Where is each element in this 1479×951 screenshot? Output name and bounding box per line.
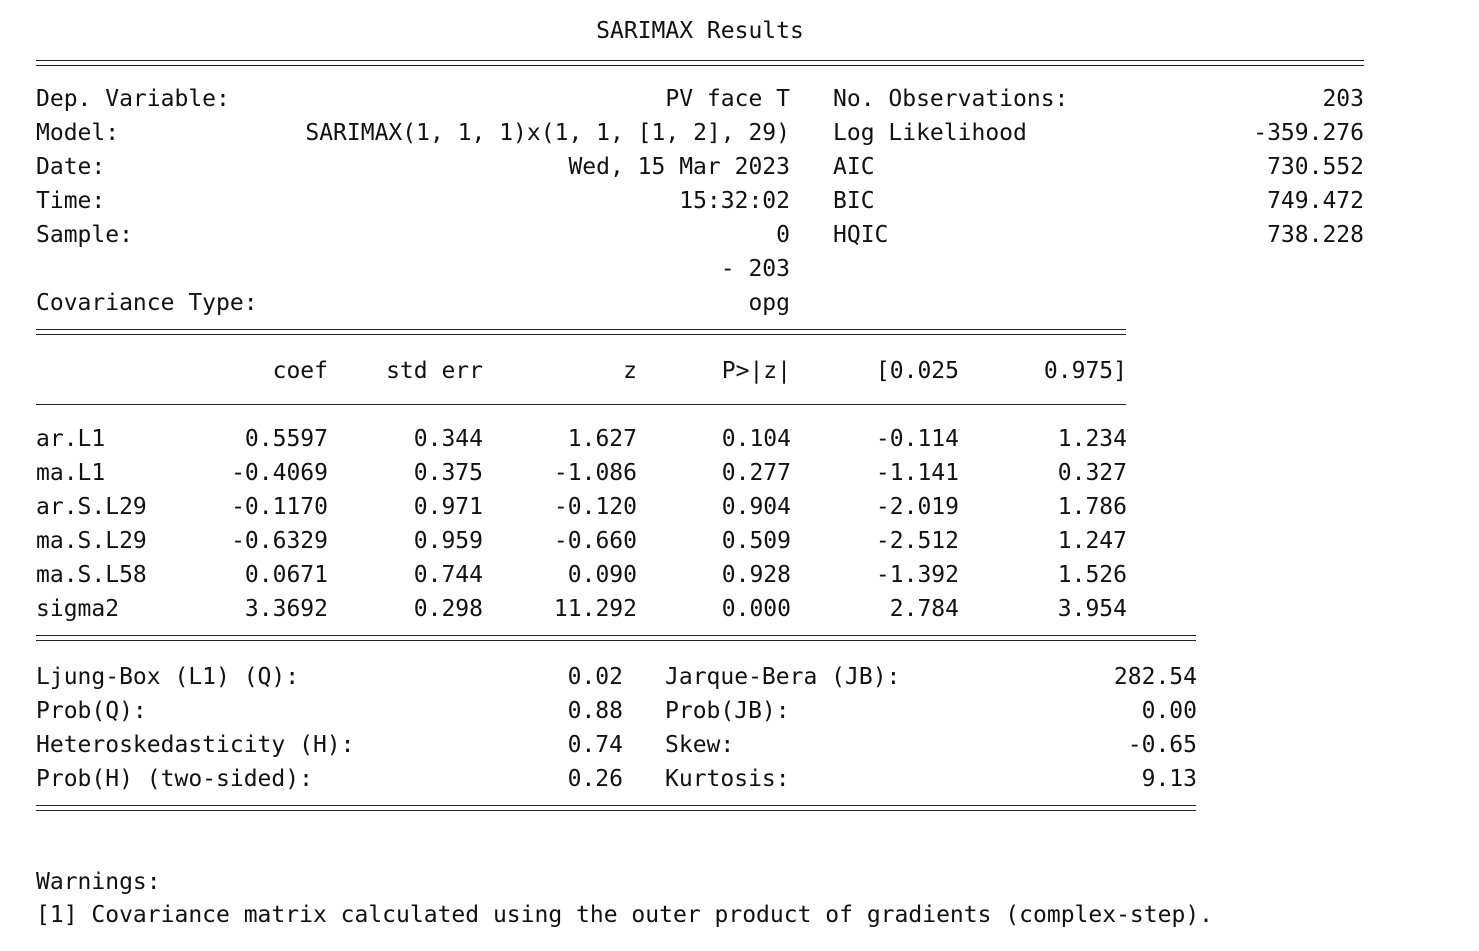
diag-value-left: 0.74 <box>567 732 623 758</box>
coef-col-header-ci-upper: 0.975] <box>1043 358 1127 384</box>
header-label-model: Model: <box>36 120 120 146</box>
diagnostics-bottom-rule <box>36 805 1196 811</box>
cell-z: 0.090 <box>567 562 637 588</box>
coef-table-header-rule <box>36 404 1126 405</box>
cell-pvalue: 0.509 <box>721 528 791 554</box>
diag-label-right: Jarque-Bera (JB): <box>665 664 901 690</box>
diag-value-right: -0.65 <box>1127 732 1197 758</box>
row-name: ma.S.L58 <box>36 562 147 588</box>
diag-value-right: 0.00 <box>1141 698 1197 724</box>
cell-pvalue: 0.000 <box>721 596 791 622</box>
header-label-bic: BIC <box>833 188 875 214</box>
header-value-bic: 749.472 <box>1267 188 1364 214</box>
cell-coef: -0.6329 <box>231 528 328 554</box>
header-label-log-likelihood: Log Likelihood <box>833 120 1027 146</box>
row-name: ma.S.L29 <box>36 528 147 554</box>
diag-label-left: Prob(Q): <box>36 698 147 724</box>
cell-z: 1.627 <box>567 426 637 452</box>
coef-col-header-z: z <box>623 358 637 384</box>
header-value-no-observations: 203 <box>1322 86 1364 112</box>
cell-coef: -0.4069 <box>231 460 328 486</box>
diag-label-left: Heteroskedasticity (H): <box>36 732 355 758</box>
cell-ci-upper: 1.526 <box>1057 562 1127 588</box>
cell-std-err: 0.971 <box>413 494 483 520</box>
diag-label-left: Prob(H) (two-sided): <box>36 766 313 792</box>
coef-col-header-pvalue: P>|z| <box>721 358 791 384</box>
cell-std-err: 0.344 <box>413 426 483 452</box>
coef-col-header-std-err: std err <box>386 358 483 384</box>
header-value-dep-variable: PV face T <box>665 86 790 112</box>
cell-std-err: 0.744 <box>413 562 483 588</box>
diag-label-right: Prob(JB): <box>665 698 790 724</box>
cell-coef: 0.5597 <box>244 426 328 452</box>
header-label-hqic: HQIC <box>833 222 889 248</box>
cell-ci-lower: -1.392 <box>875 562 959 588</box>
diag-value-right: 282.54 <box>1113 664 1197 690</box>
coef-col-header-ci-lower: [0.025 <box>875 358 959 384</box>
cell-pvalue: 0.277 <box>721 460 791 486</box>
diag-label-right: Kurtosis: <box>665 766 790 792</box>
cell-ci-lower: -2.019 <box>875 494 959 520</box>
diag-label-right: Skew: <box>665 732 735 758</box>
header-value-sample-end: - 203 <box>720 256 790 282</box>
cell-coef: -0.1170 <box>231 494 328 520</box>
cell-pvalue: 0.904 <box>721 494 791 520</box>
cell-pvalue: 0.104 <box>721 426 791 452</box>
row-name: sigma2 <box>36 596 120 622</box>
warnings-heading: Warnings: <box>36 869 161 895</box>
warning-item: [1] Covariance matrix calculated using the outer product of gradients (complex-step). <box>36 902 1214 928</box>
cell-ci-lower: -2.512 <box>875 528 959 554</box>
cell-z: -1.086 <box>553 460 637 486</box>
diag-value-right: 9.13 <box>1141 766 1197 792</box>
diagnostics-top-rule <box>36 635 1196 641</box>
cell-coef: 3.3692 <box>244 596 328 622</box>
header-value-sample-start: 0 <box>776 222 790 248</box>
report-title: SARIMAX Results <box>596 18 804 44</box>
header-value-date: Wed, 15 Mar 2023 <box>568 154 790 180</box>
header-label-time: Time: <box>36 188 106 214</box>
coef-table-top-rule <box>36 329 1126 335</box>
header-label-sample: Sample: <box>36 222 133 248</box>
cell-ci-upper: 1.786 <box>1057 494 1127 520</box>
header-value-model: SARIMAX(1, 1, 1)x(1, 1, [1, 2], 29) <box>305 120 790 146</box>
header-label-covariance-type: Covariance Type: <box>36 290 258 316</box>
cell-ci-upper: 1.234 <box>1057 426 1127 452</box>
cell-z: 11.292 <box>553 596 637 622</box>
row-name: ma.L1 <box>36 460 106 486</box>
cell-ci-upper: 0.327 <box>1057 460 1127 486</box>
cell-ci-upper: 1.247 <box>1057 528 1127 554</box>
cell-std-err: 0.959 <box>413 528 483 554</box>
top-double-rule <box>36 60 1364 66</box>
diag-value-left: 0.88 <box>567 698 623 724</box>
cell-z: -0.120 <box>553 494 637 520</box>
header-label-no-observations: No. Observations: <box>833 86 1069 112</box>
header-value-time: 15:32:02 <box>679 188 790 214</box>
cell-ci-lower: -1.141 <box>875 460 959 486</box>
header-label-dep-variable: Dep. Variable: <box>36 86 230 112</box>
header-value-hqic: 738.228 <box>1267 222 1364 248</box>
header-value-aic: 730.552 <box>1267 154 1364 180</box>
header-label-aic: AIC <box>833 154 875 180</box>
header-value-log-likelihood: -359.276 <box>1253 120 1364 146</box>
coef-col-header-coef: coef <box>272 358 328 384</box>
diag-value-left: 0.26 <box>567 766 623 792</box>
cell-std-err: 0.298 <box>413 596 483 622</box>
header-label-date: Date: <box>36 154 106 180</box>
cell-ci-upper: 3.954 <box>1057 596 1127 622</box>
cell-std-err: 0.375 <box>413 460 483 486</box>
diag-value-left: 0.02 <box>567 664 623 690</box>
cell-ci-lower: -0.114 <box>875 426 959 452</box>
row-name: ar.L1 <box>36 426 106 452</box>
header-value-covariance-type: opg <box>748 290 790 316</box>
diag-label-left: Ljung-Box (L1) (Q): <box>36 664 300 690</box>
cell-ci-lower: 2.784 <box>889 596 959 622</box>
cell-z: -0.660 <box>553 528 637 554</box>
cell-coef: 0.0671 <box>244 562 328 588</box>
row-name: ar.S.L29 <box>36 494 147 520</box>
cell-pvalue: 0.928 <box>721 562 791 588</box>
